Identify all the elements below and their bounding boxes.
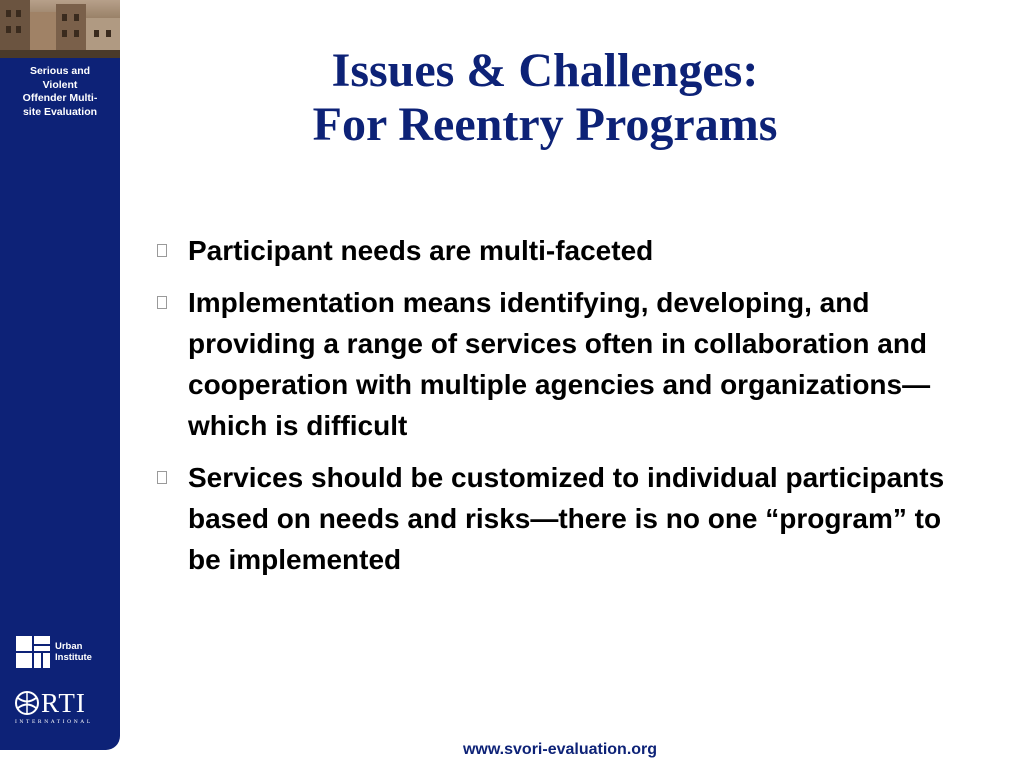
sidebar-title-line: Serious and xyxy=(29,65,91,77)
slide-title xyxy=(160,44,930,152)
sidebar-project-title xyxy=(4,65,116,119)
slide-title-line-2: For Reentry Programs xyxy=(312,98,778,151)
urban-institute-logo xyxy=(16,636,116,668)
sidebar-title-line: Violent xyxy=(42,78,78,91)
sidebar-photo xyxy=(0,0,120,58)
rti-globe-icon xyxy=(14,690,40,716)
bullet-item xyxy=(155,282,945,446)
urban-logo-line: Institute xyxy=(55,652,92,663)
urban-institute-text xyxy=(55,641,92,663)
bullet-box-icon xyxy=(157,471,167,484)
bullet-text: Implementation means identifying, developing, and providing a range of services often in collaboration and cooperation with multiple agencies and organizations—which is difficult xyxy=(188,287,931,441)
sidebar-title-line: site Evaluation xyxy=(22,105,98,118)
rti-subtitle: INTERNATIONAL xyxy=(15,719,93,725)
rti-letters: RTI xyxy=(41,688,86,718)
bullet-text: Participant needs are multi-faceted xyxy=(188,235,654,266)
slide-title-line-1: Issues & Challenges: xyxy=(331,44,759,97)
rti-international-logo xyxy=(14,690,114,726)
footer-url-link[interactable]: www.svori-evaluation.org xyxy=(462,741,658,758)
sidebar xyxy=(0,0,120,750)
bullet-item xyxy=(155,230,945,271)
bullet-text: Services should be customized to individual participants based on needs and risks—there is no one “program” to be implemented xyxy=(188,462,945,575)
urban-logo-line: Urban xyxy=(55,641,83,652)
bullet-item xyxy=(155,457,945,580)
bullet-box-icon xyxy=(157,296,167,309)
bullet-box-icon xyxy=(157,244,167,257)
sidebar-title-line: Offender Multi- xyxy=(22,92,98,104)
bullet-list xyxy=(155,230,945,591)
urban-institute-grid-icon xyxy=(16,636,50,668)
